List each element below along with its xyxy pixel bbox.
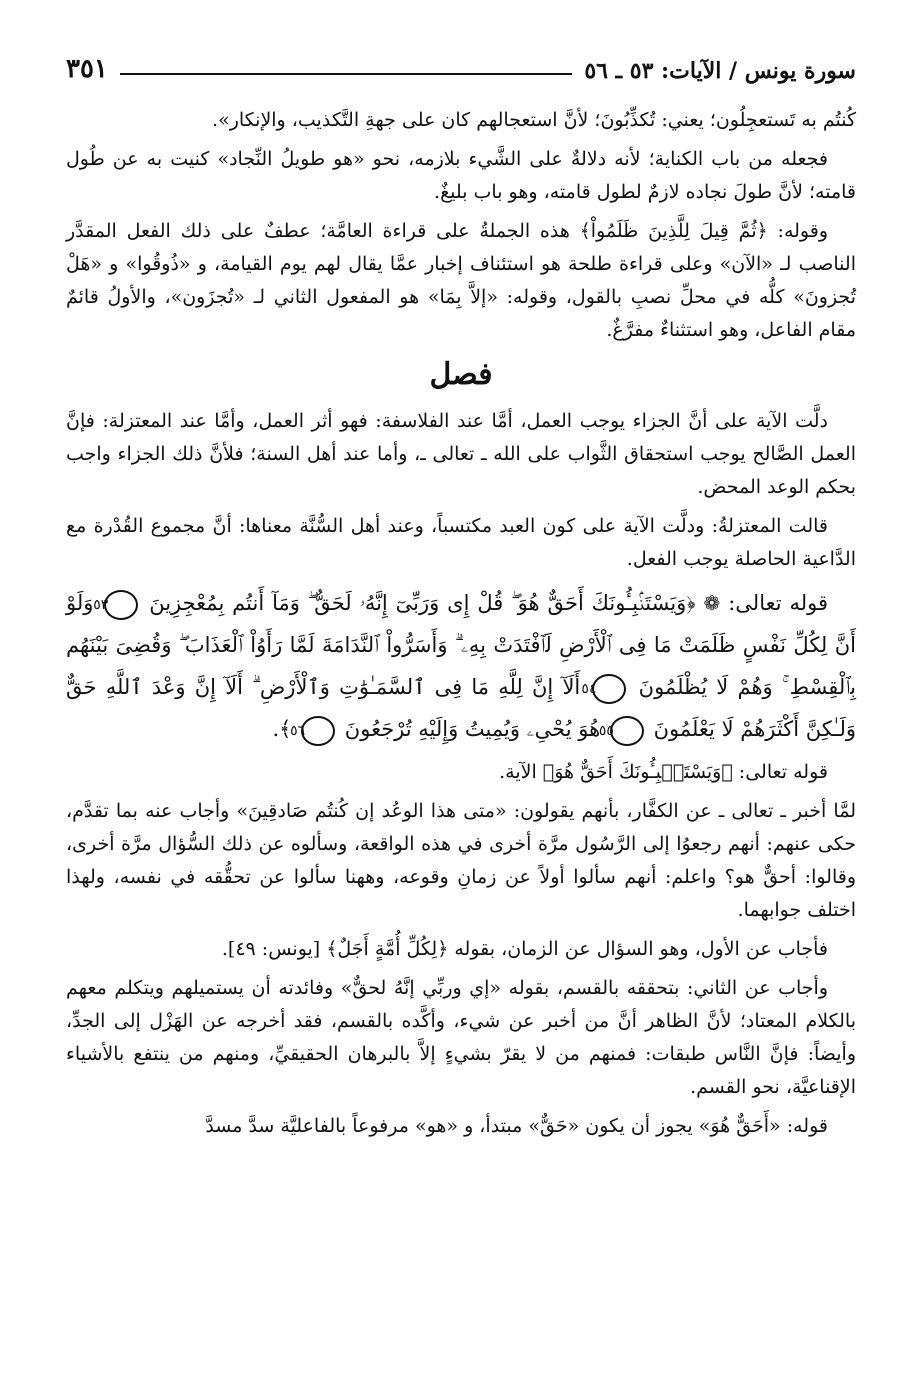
paragraph: قالت المعتزلةُ: ودلَّت الآية على كون العبد مكتسباً، وعند أهل السُّنَّة معناها: أنَّ مجموع القُدْرة مع الدَّاعية الحاصلة يوجب الفعل. bbox=[66, 515, 856, 570]
ayah-number-marker: ٥٤ bbox=[592, 674, 626, 704]
quran-verses-block bbox=[66, 582, 856, 750]
quran-verse-text: ﴿وَيَسْتَنۢبِـُٔونَكَ أَحَقٌّ هُوَ ۖ قُلْ إِى وَرَبِّىٓ إِنَّهُۥ لَحَقٌّ ۖ وَمَآ أَنتُم بِمُعْجِزِينَ bbox=[149, 591, 696, 615]
page-body bbox=[66, 104, 856, 1353]
quran-verse-text: أَلَآ إِنَّ لِلَّهِ مَا فِى ٱلسَّمَـٰوَٰتِ وَٱلْأَرْضِ ۗ أَلَآ إِنَّ وَعْدَ ٱللَّهِ حَقٌّ وَلَـٰكِنَّ أَكْثَرَهُمْ لَا يَعْلَمُونَ bbox=[66, 675, 856, 741]
page-header bbox=[66, 44, 856, 84]
running-title: سورة يونس / الآيات: ٥٣ ـ ٥٦ bbox=[584, 58, 856, 84]
paragraph: قوله: «أَحَقٌّ هُوَ» يجوز أن يكون «حَقٌّ» مبتدأ، و «هو» مرفوعاً بالفاعليَّة سدَّ مسدَّ bbox=[205, 1115, 828, 1137]
quran-closing: ﴾. bbox=[272, 717, 292, 741]
quran-verse-text: هُوَ يُحْىِۦ وَيُمِيتُ وَإِلَيْهِ تُرْجَعُونَ bbox=[344, 717, 601, 741]
paragraph: فجعله من باب الكناية؛ لأنه دلالةٌ على الشَّيء بلازمه، نحو «هو طويلُ النِّجاد» كنيت به عن طُول قامته؛ لأنَّ طولَ نجاده لازمٌ لطول قامته، وهو باب بليغٌ. bbox=[66, 148, 856, 203]
section-title: فصل bbox=[429, 357, 493, 392]
paragraph: فأجاب عن الأول، وهو السؤال عن الزمان، بقوله ﴿لِكُلِّ أُمَّةٍ أَجَلٌ﴾ [يونس: ٤٩]. bbox=[221, 938, 828, 960]
ayah-number-marker: ٥٦ bbox=[301, 716, 335, 746]
header-rule bbox=[120, 73, 572, 75]
quran-verse-text: وَلَوْ أَنَّ لِكُلِّ نَفْسٍ ظَلَمَتْ مَا فِى ٱلْأَرْضِ لَٱفْتَدَتْ بِهِۦ ۗ وَأَسَرُّواْ ٱلنَّدَامَةَ لَمَّا رَأَوُاْ ٱلْعَذَابَ ۖ وَقُضِىَ بَيْنَهُم بِٱلْقِسْطِ ۚ وَهُمْ لَا يُظْلَمُونَ bbox=[66, 591, 856, 699]
paragraph: وأجاب عن الثاني: بتحققه بالقسم، بقوله «إي وربِّي إنَّهُ لحقٌّ» وفائدته أن يستميلهم ويتكلم معهم بالكلام المعتاد؛ لأنَّ الظاهر أنَّ من أخبر عن شيء، وأكَّده بالقسم، فقد أخرجه عن الهَزْل إلى الجدِّ، وأيضاً: فإنَّ النَّاس طبقات: فمنهم من لا يقرّ بشيءٍ إلاَّ بالبرهان الحقيقيِّ، ومنهم من ينتفع بالأشياء الإقناعيَّة، نحو القسم. bbox=[66, 977, 856, 1098]
ayah-number-marker: ٥٥ bbox=[610, 716, 644, 746]
paragraph: لمَّا أخبر ـ تعالى ـ عن الكفَّار، بأنهم يقولون: «متى هذا الوعُد إن كُنتُم صَادقِينَ» وأجاب عنه بما تقدَّم، حكى عنهم: أنهم رجعوُا إلى الرَّسُول مرَّة أخرى في هذه الواقعة، وسألوه عن ذلك السُّؤال مرَّة أخرى، وقالوا: أحقٌّ هو؟ واعلم: أنهم سألوا أولاً عن زمانِ وقوعه، وههنا سألوا عن تحقُّقه في نفسه، ولهذا اختلف جوابهما. bbox=[66, 800, 856, 921]
quran-intro: قوله تعالى: bbox=[728, 591, 829, 615]
paragraph: قوله تعالى: ﴿وَيَسْتَنۢبِـُٔونَكَ أَحَقٌّ هُوَ﴾ الآية. bbox=[499, 761, 828, 783]
page-number: ٣٥١ bbox=[66, 54, 108, 84]
paragraph: كُنتُم به تَستعجِلُون؛ يعني: تُكذِّبُونَ؛ لأنَّ استعجالهم كان على جهةِ التَّكذيب، والإنكار». bbox=[212, 109, 856, 131]
paragraph: دلَّت الآية على أنَّ الجزاء يوجب العمل، أمَّا عند الفلاسفة: فهو أثر العمل، وأمَّا عند المعتزلة: فإنَّ العمل الصَّالح يوجب استحقاق الثَّواب على الله ـ تعالى ـ، وأما عند أهل السنة؛ فلأنَّ ذلك الجزاء واجب بحكم الوعد المحض. bbox=[66, 410, 856, 498]
paragraph: وقوله: ﴿ثُمَّ قِيلَ لِلَّذِينَ ظَلَمُواْ﴾ هذه الجملةُ على قراءة العامَّة؛ عطفٌ على ذلك الفعل المقدَّر الناصب لـ «الآن» وعلى قراءة طلحة هو استئناف إخبار عمَّا يقال لهم يوم القيامة، و «ذُوقُوا» و «هَلْ تُجزونَ» كلُّه في محلِّ نصبِ بالقول، وقوله: «إلاَّ بِمَا» هو المفعول الثاني لـ «تُجزَون»، والأولُ قائمٌ مقام الفاعل، وهو استثناءٌ مفرَّغٌ. bbox=[66, 220, 856, 341]
ayah-number-marker: ٥٣ bbox=[104, 590, 138, 620]
ornament-icon: ❁ bbox=[703, 591, 721, 615]
